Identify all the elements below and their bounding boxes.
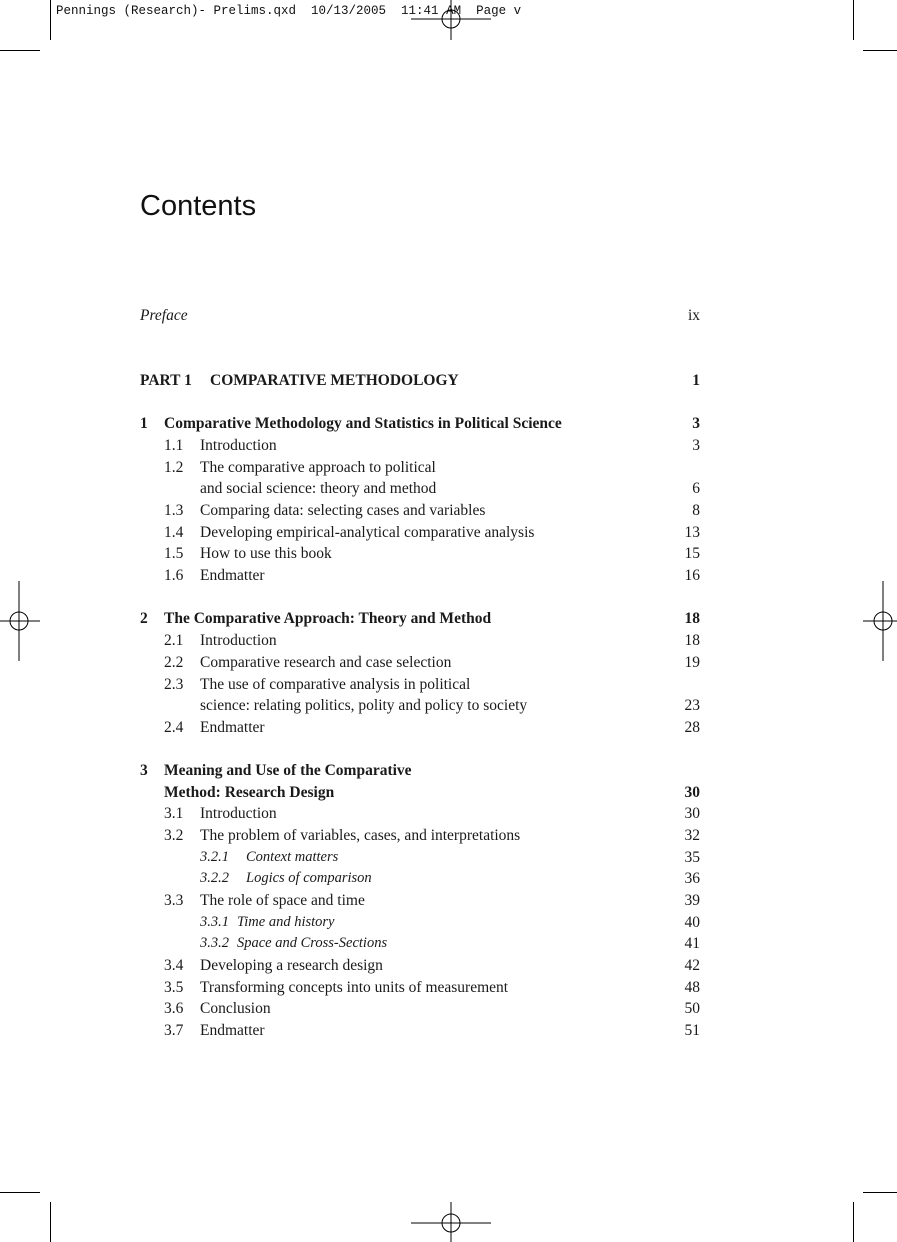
toc-page-number: 1 (692, 372, 700, 389)
toc-section-2-1[interactable] (140, 630, 700, 651)
toc-page-number: 3 (692, 437, 700, 454)
toc-page-number: 3 (692, 415, 700, 432)
toc-subsection-3-2-2[interactable] (140, 868, 700, 889)
toc-section-3-5[interactable] (140, 977, 700, 998)
section-number: 1.2 (164, 459, 184, 476)
toc-entry-title: Preface (140, 307, 188, 324)
toc-page-number: 13 (684, 524, 700, 541)
toc-section-3-2[interactable] (140, 825, 700, 846)
toc-page-number: 19 (684, 654, 700, 671)
toc-section-1-1[interactable] (140, 435, 700, 456)
toc-page-number: ix (687, 307, 700, 324)
section-title: Introduction (200, 805, 277, 822)
part-label: PART 1 (140, 372, 192, 389)
section-number: 1.1 (164, 437, 184, 454)
crop-mark (853, 0, 854, 40)
registration-mark-icon (411, 1202, 491, 1242)
chapter-number: 3 (140, 762, 148, 779)
registration-mark-icon (411, 0, 491, 40)
toc-chapter-1[interactable] (140, 413, 700, 434)
crop-mark (0, 1192, 40, 1193)
toc-preface[interactable] (140, 305, 700, 326)
toc-section-3-7[interactable] (140, 1020, 700, 1041)
section-title: The use of comparative analysis in political (200, 676, 471, 693)
toc-page-number: 41 (684, 935, 700, 952)
toc-section-3-6[interactable] (140, 998, 700, 1019)
section-number: 3.3 (164, 892, 184, 909)
toc-page-number: 15 (684, 545, 700, 562)
subsection-title: Time and history (237, 914, 335, 930)
toc-page-number: 50 (684, 1000, 700, 1017)
section-number: 1.6 (164, 567, 184, 584)
section-number: 1.5 (164, 545, 184, 562)
section-title: Developing a research design (200, 957, 383, 974)
subsection-title: Context matters (246, 849, 339, 865)
section-number: 2.3 (164, 676, 184, 693)
section-number: 2.4 (164, 719, 184, 736)
toc-chapter-2[interactable] (140, 608, 700, 629)
toc-page-number: 39 (684, 892, 700, 909)
subsection-title: Logics of comparison (246, 870, 372, 886)
toc-page-number: 48 (684, 979, 700, 996)
crop-mark (50, 0, 51, 40)
toc-section-2-3[interactable] (140, 674, 700, 695)
chapter-number: 1 (140, 415, 148, 432)
toc-page-number: 42 (684, 957, 700, 974)
chapter-title: Comparative Methodology and Statistics in Political Science (164, 415, 562, 432)
subsection-number: 3.2.2 (200, 870, 229, 886)
crop-mark (0, 50, 40, 51)
toc-section-1-2[interactable] (140, 457, 700, 478)
section-number: 3.2 (164, 827, 184, 844)
subsection-number: 3.3.2 (200, 935, 229, 951)
section-title: Comparative research and case selection (200, 654, 452, 671)
toc-section-2-2[interactable] (140, 652, 700, 673)
toc-page-number: 28 (684, 719, 700, 736)
chapter-title-continued: Method: Research Design (164, 784, 335, 801)
chapter-title: The Comparative Approach: Theory and Method (164, 610, 492, 627)
section-number: 3.7 (164, 1022, 184, 1039)
section-title: Introduction (200, 632, 277, 649)
toc-page-number: 6 (692, 480, 700, 497)
toc-subsection-3-3-1[interactable] (140, 912, 700, 933)
chapter-title: Meaning and Use of the Comparative (164, 762, 412, 779)
toc-page-number: 30 (684, 805, 700, 822)
section-title: The problem of variables, cases, and interpretations (200, 827, 521, 844)
subsection-number: 3.2.1 (200, 849, 229, 865)
section-number: 2.1 (164, 632, 184, 649)
crop-mark (863, 1192, 897, 1193)
toc-section-1-6[interactable] (140, 565, 700, 586)
section-title: Transforming concepts into units of measurement (200, 979, 509, 996)
toc-section-1-2-cont[interactable] (140, 478, 700, 499)
section-title: Endmatter (200, 719, 265, 736)
toc-section-1-4[interactable] (140, 522, 700, 543)
toc-page-number: 30 (684, 784, 700, 801)
toc-part-1[interactable] (140, 370, 700, 391)
registration-mark-icon (0, 581, 40, 661)
section-number: 3.6 (164, 1000, 184, 1017)
subsection-number: 3.3.1 (200, 914, 229, 930)
toc-page-number: 35 (684, 849, 700, 866)
registration-mark-icon (863, 581, 897, 661)
section-number: 1.3 (164, 502, 184, 519)
section-number: 1.4 (164, 524, 184, 541)
toc-section-2-3-cont[interactable] (140, 695, 700, 716)
crop-mark (50, 1202, 51, 1242)
section-number: 3.5 (164, 979, 184, 996)
toc-subsection-3-3-2[interactable] (140, 933, 700, 954)
toc-section-1-3[interactable] (140, 500, 700, 521)
section-number: 3.1 (164, 805, 184, 822)
toc-page-number: 32 (684, 827, 700, 844)
toc-chapter-3[interactable] (140, 760, 700, 781)
section-title: The comparative approach to political (200, 459, 436, 476)
chapter-number: 2 (140, 610, 148, 627)
toc-section-3-1[interactable] (140, 803, 700, 824)
section-title: How to use this book (200, 545, 332, 562)
part-title: COMPARATIVE METHODOLOGY (210, 372, 459, 389)
toc-page-number: 23 (684, 697, 700, 714)
section-title: Endmatter (200, 1022, 265, 1039)
section-title: Introduction (200, 437, 277, 454)
toc-section-3-4[interactable] (140, 955, 700, 976)
page-title: Contents (140, 190, 257, 222)
toc-page-number: 36 (684, 870, 700, 887)
crop-mark (863, 50, 897, 51)
toc-section-1-5[interactable] (140, 543, 700, 564)
section-title-continued: and social science: theory and method (200, 480, 437, 497)
print-slug: Pennings (Research)- Prelims.qxd 10/13/2005 11:41 AM Page v (56, 4, 522, 18)
crop-mark (853, 1202, 854, 1242)
toc-page-number: 18 (684, 610, 700, 627)
toc-section-2-4[interactable] (140, 717, 700, 738)
subsection-title: Space and Cross-Sections (237, 935, 388, 951)
section-title: Conclusion (200, 1000, 271, 1017)
section-title: Developing empirical-analytical comparative analysis (200, 524, 535, 541)
toc-page-number: 18 (684, 632, 700, 649)
toc-subsection-3-2-1[interactable] (140, 847, 700, 868)
toc-page-number: 51 (684, 1022, 700, 1039)
section-title: Endmatter (200, 567, 265, 584)
section-title: Comparing data: selecting cases and variables (200, 502, 486, 519)
toc-section-3-3[interactable] (140, 890, 700, 911)
section-title: The role of space and time (200, 892, 365, 909)
toc-chapter-3-cont[interactable] (140, 782, 700, 803)
section-number: 3.4 (164, 957, 184, 974)
toc-page-number: 16 (684, 567, 700, 584)
section-title-continued: science: relating politics, polity and policy to society (200, 697, 528, 714)
section-number: 2.2 (164, 654, 184, 671)
toc-page-number: 40 (684, 914, 700, 931)
toc-page-number: 8 (692, 502, 700, 519)
